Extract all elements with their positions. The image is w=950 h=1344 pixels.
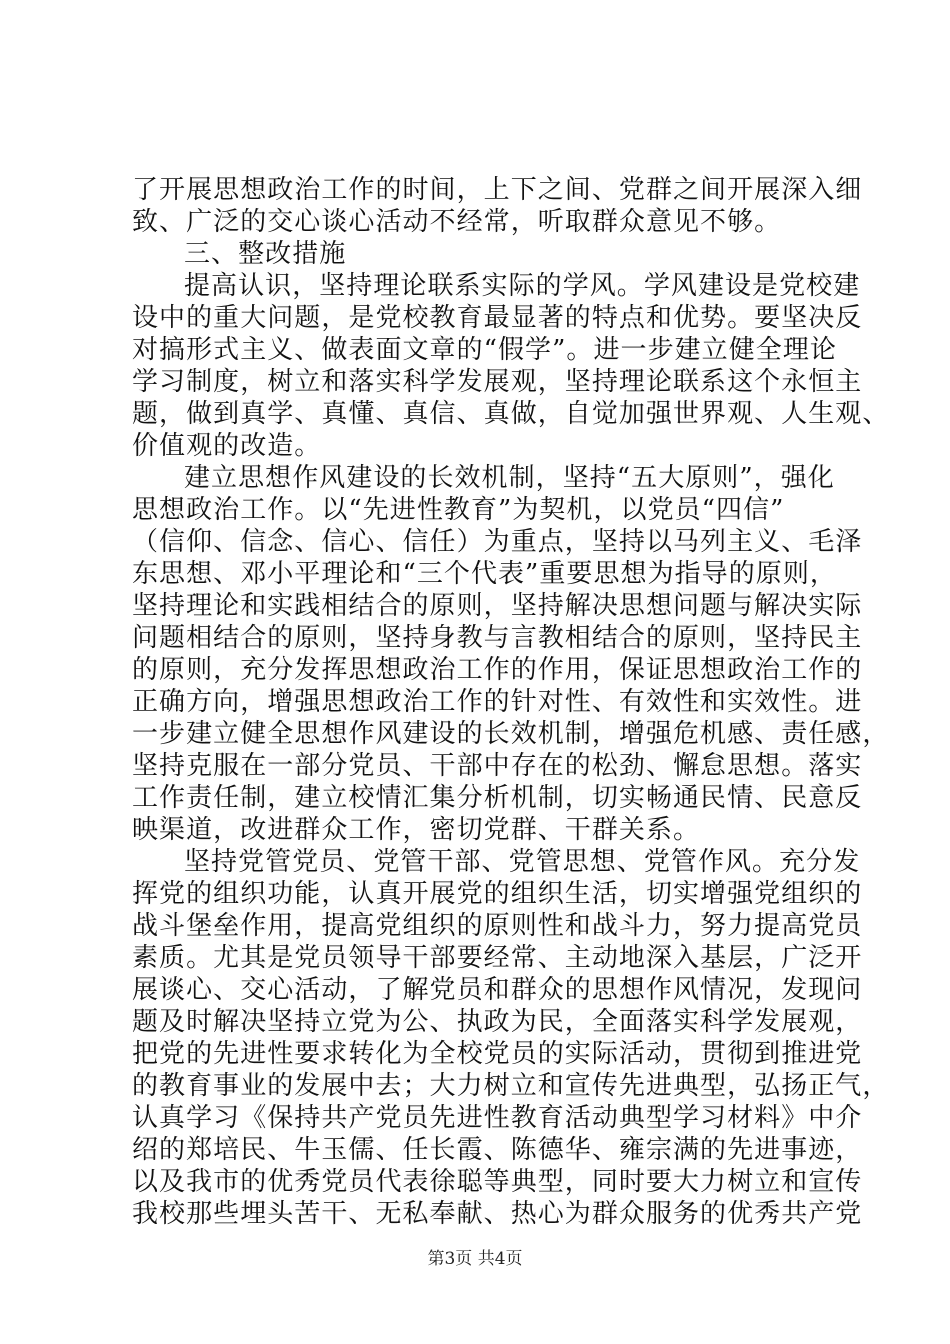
text-line: 绍的郑培民、牛玉儒、任长霞、陈德华、雍宗满的先进事迹， xyxy=(132,1135,863,1165)
text-line: 认真学习《保持共产党员先进性教育活动典型学习材料》中介 xyxy=(132,1103,863,1133)
page-number-footer: 第3页 共4页 xyxy=(427,1249,523,1269)
text-line: 挥党的组织功能，认真开展党的组织生活，切实增强党组织的 xyxy=(132,879,863,909)
text-line: 正确方向，增强思想政治工作的针对性、有效性和实效性。进 xyxy=(132,687,863,717)
text-line: 映渠道，改进群众工作，密切党群、干群关系。 xyxy=(132,815,701,845)
text-line: 坚持克服在一部分党员、干部中存在的松劲、懈怠思想。落实 xyxy=(132,751,863,781)
text-line: 把党的先进性要求转化为全校党员的实际活动，贯彻到推进党 xyxy=(132,1039,863,1069)
text-line: 题，做到真学、真懂、真信、真做，自觉加强世界观、人生观、 xyxy=(132,399,890,429)
text-line: 致、广泛的交心谈心活动不经常，听取群众意见不够。 xyxy=(132,207,782,237)
text-line: 战斗堡垒作用，提高党组织的原则性和战斗力，努力提高党员 xyxy=(132,911,863,941)
text-line: 展谈心、交心活动，了解党员和群众的思想作风情况，发现问 xyxy=(132,975,863,1005)
paragraph-first-line: 坚持党管党员、党管干部、党管思想、党管作风。充分发 xyxy=(184,847,861,877)
text-line: 以及我市的优秀党员代表徐聪等典型，同时要大力树立和宣传 xyxy=(132,1167,863,1197)
text-line: 素质。尤其是党员领导干部要经常、主动地深入基层，广泛开 xyxy=(132,943,863,973)
text-line: 思想政治工作。以“先进性教育”为契机，以党员“四信” xyxy=(132,495,785,525)
text-line: 对搞形式主义、做表面文章的“假学”。进一步建立健全理论 xyxy=(132,335,837,365)
text-line: 东思想、邓小平理论和“三个代表”重要思想为指导的原则， xyxy=(132,559,837,589)
text-line: 的原则，充分发挥思想政治工作的作用，保证思想政治工作的 xyxy=(132,655,863,685)
text-line: 设中的重大问题，是党校教育最显著的特点和优势。要坚决反 xyxy=(132,303,863,333)
document-body xyxy=(132,174,890,1230)
text-line: 一步建立健全思想作风建设的长效机制，增强危机感、责任感， xyxy=(132,719,890,749)
paragraph-first-line: 提高认识，坚持理论联系实际的学风。学风建设是党校建 xyxy=(184,271,861,301)
text-line: 坚持理论和实践相结合的原则，坚持解决思想问题与解决实际 xyxy=(132,591,863,621)
text-line: 价值观的改造。 xyxy=(132,431,322,461)
section-heading: 三、整改措施 xyxy=(184,239,347,269)
text-line: 的教育事业的发展中去；大力树立和宣传先进典型，弘扬正气， xyxy=(132,1071,890,1101)
paragraph-first-line: 建立思想作风建设的长效机制，坚持“五大原则”，强化 xyxy=(184,463,835,493)
text-line: 我校那些埋头苦干、无私奉献、热心为群众服务的优秀共产党 xyxy=(132,1199,863,1229)
text-line: 问题相结合的原则，坚持身教与言教相结合的原则，坚持民主 xyxy=(132,623,863,653)
text-line: 工作责任制，建立校情汇集分析机制，切实畅通民情、民意反 xyxy=(132,783,863,813)
text-line: 题及时解决坚持立党为公、执政为民，全面落实科学发展观， xyxy=(132,1007,863,1037)
text-line: 了开展思想政治工作的时间，上下之间、党群之间开展深入细 xyxy=(132,175,863,205)
text-line: （信仰、信念、信心、信任）为重点，坚持以马列主义、毛泽 xyxy=(132,527,863,557)
text-line: 学习制度，树立和落实科学发展观，坚持理论联系这个永恒主 xyxy=(132,367,863,397)
